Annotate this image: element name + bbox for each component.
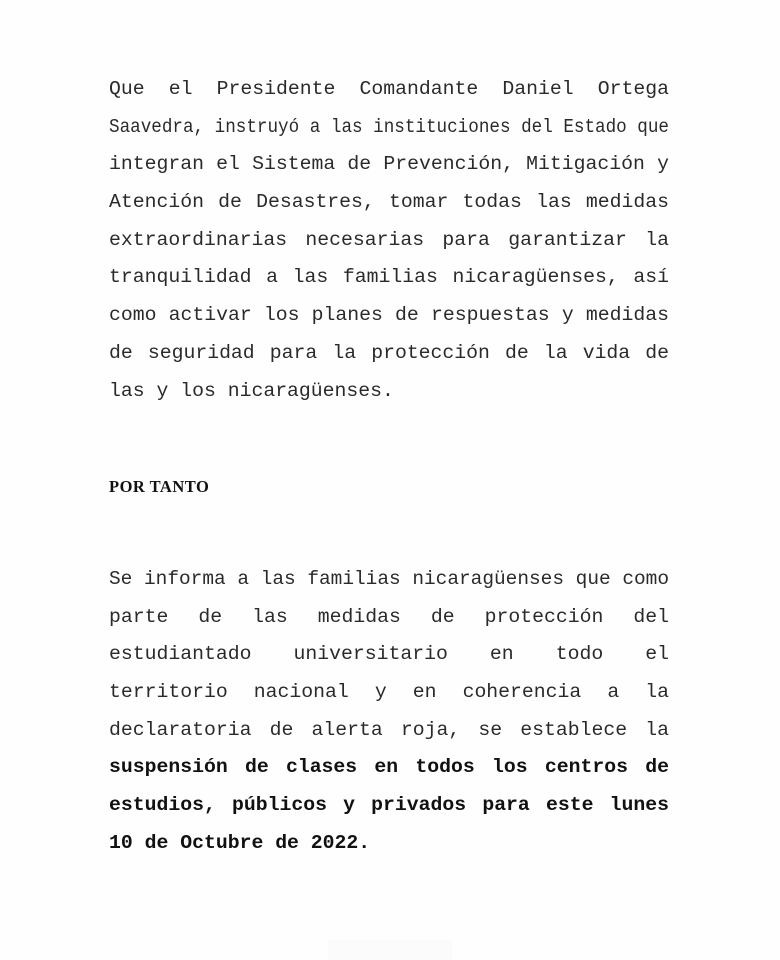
text-line-content: las y los nicaragüenses. <box>109 379 394 402</box>
text-line <box>109 222 669 260</box>
text-line-bold <box>109 749 669 787</box>
text-line-content: parte de las medidas de protección del <box>109 605 669 628</box>
text-line-content: Que el Presidente Comandante Daniel Ortega <box>109 78 669 100</box>
text-line <box>109 109 669 147</box>
text-line <box>109 712 669 750</box>
heading-line <box>109 468 669 506</box>
text-line <box>109 373 669 411</box>
text-line <box>109 146 669 184</box>
faint-footer-mark <box>328 940 452 960</box>
text-line-content: como activar los planes de respuestas y medidas <box>109 304 669 327</box>
text-line <box>109 297 669 335</box>
text-line <box>109 674 669 712</box>
text-line-bold <box>109 825 669 863</box>
text-line-content: Se informa a las familias nicaragüenses que como <box>109 568 669 590</box>
section-heading <box>109 468 669 506</box>
text-line-content: estudiantado universitario en todo el <box>109 643 670 666</box>
paragraph-resolution <box>109 561 669 863</box>
text-line <box>109 599 669 637</box>
text-line-content: territorio nacional y en coherencia a la <box>109 681 670 704</box>
text-line <box>109 636 669 674</box>
text-line-content: Atención de Desastres, tomar todas las medidas <box>109 191 669 214</box>
text-line-content: Saavedra, instruyó a las instituciones del Estado que <box>109 115 670 138</box>
paragraph-considering <box>109 71 669 410</box>
text-line-bold <box>109 787 669 825</box>
text-line-content: de seguridad para la protección de la vida de <box>109 341 670 364</box>
text-line <box>109 259 669 297</box>
text-line <box>109 184 669 222</box>
text-line-content: suspensión de clases en todos los centros de <box>109 756 669 779</box>
text-line-content: integran el Sistema de Prevención, Mitigación y <box>109 153 669 176</box>
text-line-content: extraordinarias necesarias para garantizar la <box>109 228 669 251</box>
text-line-content: 10 de Octubre de 2022. <box>109 831 371 854</box>
text-line-content: estudios, públicos y privados para este lunes <box>109 794 669 817</box>
text-line-content: declaratoria de alerta roja, se establece la <box>109 718 669 741</box>
text-line-content: tranquilidad a las familias nicaragüenses, así <box>109 266 670 289</box>
text-line <box>109 561 669 599</box>
heading-text: POR TANTO <box>109 477 210 496</box>
text-line <box>109 71 669 109</box>
text-line <box>109 335 669 373</box>
